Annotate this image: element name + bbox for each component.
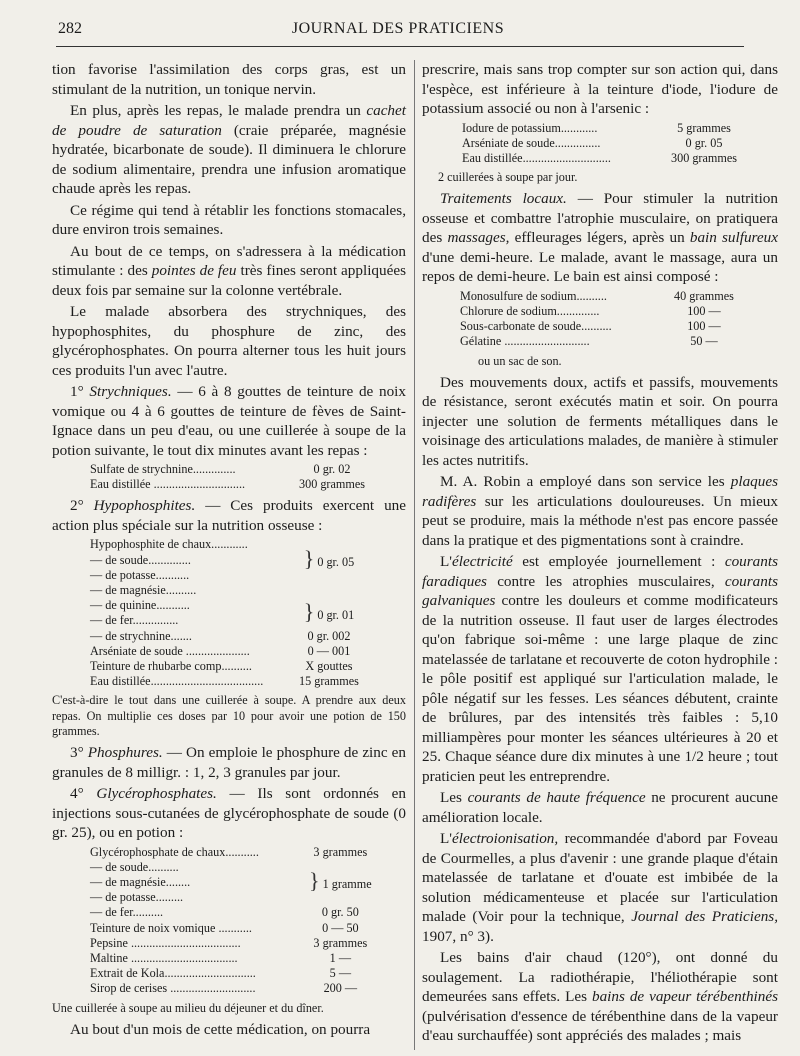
brace: }: [303, 545, 315, 571]
text: Au bout de ce temps, on s'adressera à la médication stimulante : des: [52, 242, 406, 279]
ingredient: Iodure de potassium............: [462, 120, 598, 135]
prescription-row: [90, 598, 359, 613]
prescription-note: C'est-à-dire le tout dans une cuillerée à soupe. A prendre aux deux repas. On multiplie ces doses par 10 pour avoir une potion de 150 grammes.: [52, 693, 406, 738]
paragraph: prescrire, mais sans trop compter sur son action qui, dans l'espèce, est inférieure à la teinture d'iode, l'iodure de potassium associé ou non à l'arsenic :: [422, 61, 778, 117]
italic-text: massages,: [447, 229, 510, 247]
dose: 0 gr. 05: [685, 135, 723, 150]
paragraph: Des mouvements doux, actifs et passifs, mouvements de résistance, seront exécutés matin et soir. On pourra injecter une solution de ferments métalliques dans le voisinage des articulations malades, de manière à stimuler les actes nutritifs.: [422, 373, 778, 469]
ingredient: Chlorure de sodium..............: [460, 304, 600, 319]
italic-text: bains de vapeur térébenthinés: [591, 988, 779, 1006]
brace: }: [303, 598, 315, 624]
prescription-table: [90, 845, 372, 997]
prescription-row: [90, 462, 365, 477]
prescription-row: [90, 981, 372, 996]
text: sur les articulations douloureuses. Un mieux peut se produire, mais la méthode n'est pas encore passée dans la pratique et des pigmentations sont à craindre.: [422, 492, 778, 549]
paragraph: Au bout d'un mois de cette médication, on pourra: [70, 1020, 371, 1038]
prescription-note: 2 cuillerées à soupe par jour.: [438, 170, 578, 185]
prescription-table: [462, 121, 737, 167]
ingredient: Monosulfure de sodium..........: [460, 288, 607, 303]
prescription-row: [460, 319, 734, 334]
right-column: [422, 60, 778, 1048]
text: L': [440, 830, 453, 848]
dose: 0 gr. 02: [313, 462, 351, 476]
text: contre les douleurs et comme modificateurs de la nutrition osseuse. Il faut user de larges électrodes qu'on fabrique soi-même : une large plaque de zinc matelassée de tarlatane et recouverte de coton hydrophile : le pôle positif est appliqué sur l'articulation malade, le pôle négatif sur les fesses. Les séances débutent, crainte de brûlures, par des intensités très faibles : 5,10 milliampères pour monter les séances ultérieures à 20 et 25. Chaque séance dure dix minutes à une 1/2 heure ; tout praticien peut les entreprendre.: [422, 592, 778, 785]
prescription-row: [462, 136, 737, 151]
prescription-row: [90, 477, 365, 492]
ingredient: Gélatine ............................: [460, 334, 590, 349]
text: ne procurent aucune amélioration locale.: [422, 789, 779, 826]
ingredient: Teinture de noix vomique ...........: [90, 920, 252, 935]
prescription-table: [460, 289, 734, 350]
ingredient: Eau distillée.............................: [462, 150, 611, 165]
ingredient: — de potasse...........: [90, 567, 190, 582]
dose: 300 grammes: [671, 150, 738, 165]
prescription-row: [90, 629, 359, 644]
section-title: Glycérophosphates.: [96, 785, 217, 803]
prescription-row: [90, 674, 359, 689]
prescription-row: [90, 537, 359, 552]
italic-text: bain sulfureux: [689, 229, 778, 247]
ingredient: Eau distillée.....................................: [90, 674, 264, 689]
ingredient: Sous-carbonate de soude..........: [460, 319, 612, 334]
prescription-row: [90, 921, 372, 936]
italic-text: électricité: [452, 553, 513, 571]
italic-text: courants faradiques: [422, 553, 778, 590]
page-number: 282: [58, 20, 82, 37]
ingredient: Hypophosphite de chaux............: [90, 537, 248, 552]
paragraph: [422, 189, 778, 287]
ingredient: — de strychnine.......: [90, 628, 192, 643]
prescription-row: [90, 905, 372, 920]
ingredient: Eau distillée ..............................: [90, 477, 246, 492]
dose: 0 — 001: [307, 643, 351, 658]
dose-text: 1 gramme: [322, 876, 372, 891]
ingredient: — de magnésie........: [90, 874, 191, 889]
italic-text: Traitements locaux.: [440, 190, 567, 208]
ingredient: Pepsine ....................................: [90, 935, 241, 950]
ingredient: — de fer...............: [90, 613, 179, 628]
italic-text: électroionisation,: [452, 830, 559, 848]
text: En plus, après les repas, le malade prendra un: [70, 102, 367, 119]
section-title: Phosphures.: [87, 744, 163, 762]
prescription-row: [90, 845, 372, 860]
paragraph: Ce régime qui tend à rétablir les fonctions stomacales, dure environ trois semaines.: [52, 201, 406, 238]
dose: [299, 537, 359, 583]
column-divider: [414, 60, 415, 1050]
prescription-row: [90, 644, 359, 659]
prescription-row: [90, 951, 372, 966]
paragraph: Le malade absorbera des strychniques, des hypophosphites, du phosphure de zinc, des glycérophosphates. On pourra alterner tous les huit jours ces produits l'un avec l'autre.: [52, 303, 406, 379]
paragraph: [422, 948, 778, 1046]
section-title: Hypophosphites.: [93, 497, 196, 515]
text: recommandée d'abord par Foveau de Courmelles, a plus d'avenir : une grande plaque d'étain matelassée de tarlatane et d'ouate est imbibée de la solution médicamenteuse et placée sur l'articulation malade (Voir pour la technique,: [422, 830, 778, 926]
text: — 6 à 8 gouttes de teinture de noix vomique ou 4 à 6 gouttes de teinture de fèves de Saint-Ignace dans un peu d'eau, ou une cuillerée à soupe de la potion suivante, le tout dix minutes avant les repas :: [52, 383, 406, 459]
section-glycerophosphates: [52, 784, 406, 843]
text: Les bains d'air chaud (120°), ont donné du soulagement. La radiothérapie, l'héliothérapie sont demeurées sans effets. Les: [422, 949, 778, 1006]
section-title: Strychniques.: [89, 383, 172, 400]
text: Les: [440, 789, 468, 807]
dose: 5 grammes: [677, 120, 731, 135]
text: très fines seront appliquées deux fois par semaine sur la colonne vertébrale.: [52, 262, 407, 299]
ingredient: Arséniate de soude...............: [462, 135, 601, 150]
dose: 0 gr. 50: [321, 905, 359, 920]
paragraph: [422, 472, 778, 550]
ingredient: — de potasse.........: [90, 890, 184, 905]
dose: 3 grammes: [313, 935, 368, 950]
dose-text: 0 gr. 05: [317, 554, 355, 569]
text: — Pour stimuler la nutrition osseuse et combattre l'atrophie musculaire, on pratiquera des: [422, 190, 778, 247]
dose: [299, 598, 359, 628]
text: est employée journellement :: [512, 553, 725, 571]
ingredient: Extrait de Kola..............................: [90, 966, 256, 981]
text: effleurages légers, après un: [509, 229, 690, 247]
text: L': [440, 553, 453, 571]
left-column: [52, 60, 406, 1041]
dose: [309, 860, 372, 906]
text: — Ces produits exercent une action plus spéciale sur la nutrition osseuse :: [52, 497, 406, 534]
ingredient: — de soude..........: [90, 859, 179, 874]
text: — Ils sont ordonnés en injections sous-cutanées de glycérophosphate de soude (0 gr. 25), ou en potion :: [52, 785, 406, 842]
section-strychniques: [52, 382, 406, 460]
ingredient: Teinture de rhubarbe comp..........: [90, 659, 252, 674]
prescription-row: [460, 334, 734, 349]
dose: 100 —: [687, 319, 721, 334]
prescription-note: Une cuillerée à soupe au milieu du déjeuner et du dîner.: [52, 1000, 324, 1015]
prescription-row: [462, 121, 737, 136]
ingredient: — de fer..........: [90, 905, 164, 920]
prescription-row: [460, 289, 734, 304]
brace: }: [309, 867, 320, 893]
paragraph: [52, 242, 406, 301]
ingredient: Glycérophosphate de chaux...........: [90, 844, 259, 859]
paragraph: [52, 101, 406, 199]
prescription-table: [90, 462, 365, 492]
dose: X gouttes: [305, 659, 353, 674]
section-number: 1°: [70, 383, 90, 400]
prescription-row: [462, 151, 737, 166]
dose: 0 — 50: [322, 920, 359, 935]
prescription-row: [90, 583, 359, 598]
italic-text: courants galvaniques: [422, 572, 778, 610]
section-number: 2°: [70, 497, 94, 515]
dose: 100 —: [687, 304, 721, 319]
italic-text: pointes de feu: [151, 262, 237, 279]
dose: 3 grammes: [313, 844, 368, 859]
text: contre les atrophies musculaires,: [486, 572, 725, 590]
section-hypophosphites: [52, 496, 406, 535]
italic-text: cachet de poudre de saturation: [52, 102, 406, 139]
ingredient: Arséniate de soude .....................: [90, 643, 250, 658]
text: d'une demi-heure. Le malade, avant le massage, aura un repos de demi-heure. Le bain est ainsi composé :: [422, 248, 778, 286]
dose: 1 —: [329, 950, 351, 965]
dose: 15 grammes: [299, 674, 359, 689]
paragraph: [422, 829, 778, 946]
ingredient: — de magnésie..........: [90, 583, 197, 598]
ingredient: Sirop de cerises ............................: [90, 981, 256, 996]
prescription-row: [460, 304, 734, 319]
text: (craie préparée, magnésie hydratée, bicarbonate de soude). Il diminuera le chlorure de sodium alimentaire, prendra une infusion aromatique chaude après les repas.: [52, 121, 406, 197]
dose: [299, 583, 359, 598]
paragraph: tion favorise l'assimilation des corps gras, est un stimulant de la nutrition, un tonique nervin.: [52, 61, 406, 98]
ingredient: — de quinine...........: [90, 598, 190, 613]
text: — On emploie le phosphure de zinc en granules de 8 milligr. : 1, 2, 3 granules par jour.: [52, 744, 406, 781]
paragraph: [422, 552, 778, 786]
section-phosphures: [52, 743, 406, 782]
page-header: [58, 20, 738, 44]
section-number: 4°: [70, 785, 97, 803]
text: (pulvérisation d'essence de térébenthine dans de la vapeur d'eau surchauffée) sont appréciés des malades ; mais: [422, 1007, 778, 1045]
section-number: 3°: [70, 744, 88, 762]
ingredient: Maltine ...................................: [90, 950, 238, 965]
journal-title: JOURNAL DES PRATICIENS: [291, 20, 505, 37]
italic-text: Journal des Praticiens,: [631, 908, 779, 926]
dose: 0 gr. 002: [307, 628, 351, 643]
text: 1907, n° 3).: [422, 927, 494, 945]
dose: 5 —: [329, 966, 351, 981]
prescription-row: [90, 936, 372, 951]
dose: 50 —: [690, 334, 718, 349]
prescription-row: [90, 659, 359, 674]
prescription-note: ou un sac de son.: [478, 353, 562, 368]
dose: 300 grammes: [299, 477, 366, 492]
prescription-table: [90, 537, 359, 689]
ingredient: Sulfate de strychnine..............: [90, 462, 236, 476]
italic-text: plaques radifères: [422, 473, 778, 510]
italic-text: courants de haute fréquence: [467, 789, 646, 807]
header-rule: [56, 46, 744, 47]
prescription-row: [90, 860, 372, 875]
text: M. A. Robin a employé dans son service les: [440, 473, 731, 491]
paragraph: [422, 788, 778, 827]
prescription-row: [90, 966, 372, 981]
dose: 200 —: [323, 981, 358, 996]
dose: 40 grammes: [674, 288, 734, 303]
dose-text: 0 gr. 01: [317, 607, 355, 622]
ingredient: — de soude..............: [90, 552, 191, 567]
